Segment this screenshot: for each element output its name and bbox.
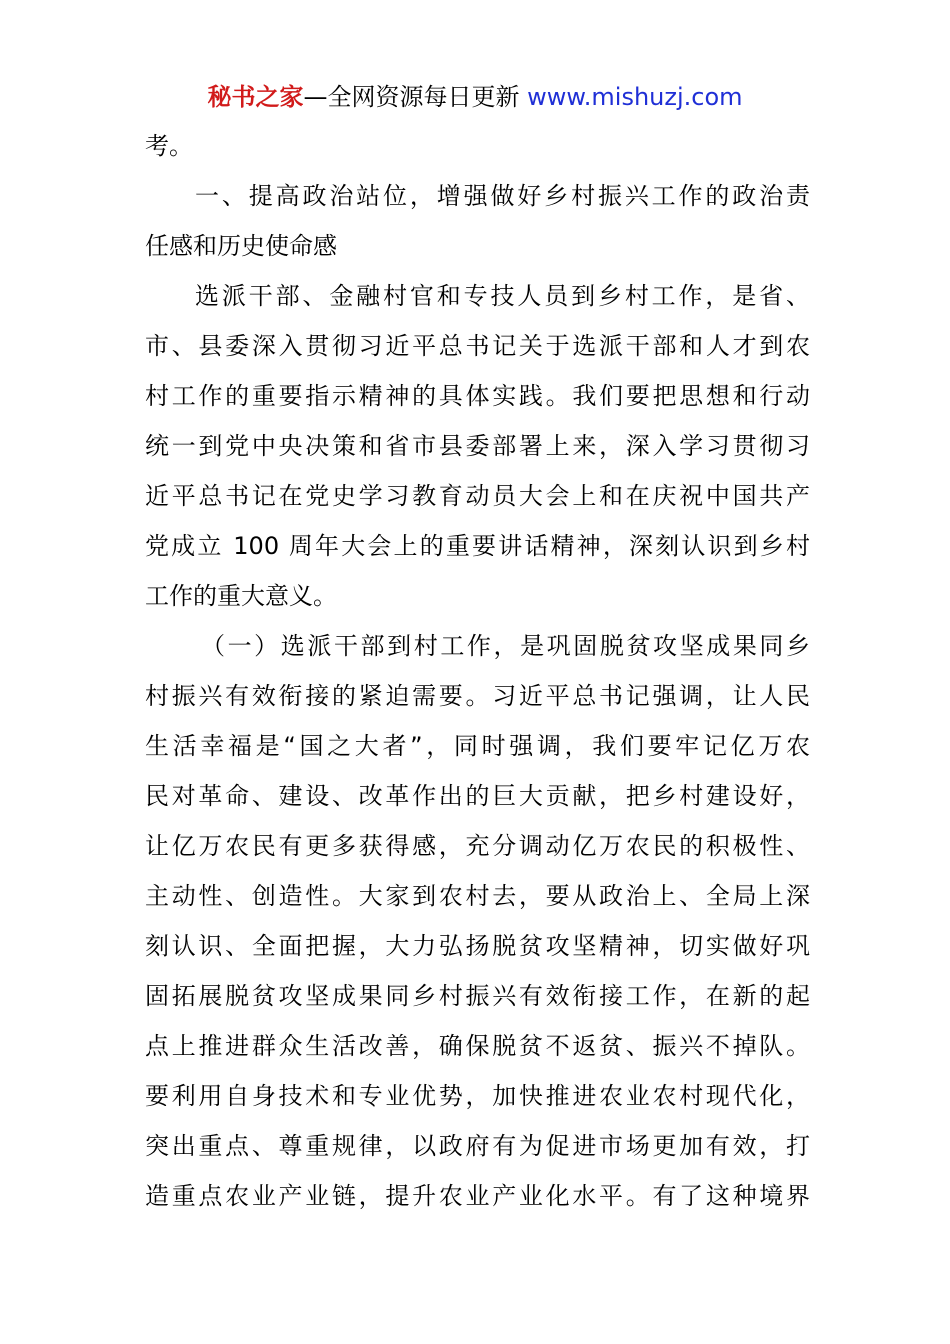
text-line: 刻认识、全面把握，大力弘扬脱贫攻坚精神，切实做好巩	[145, 932, 810, 960]
site-url-link[interactable]: www.mishuzj.com	[527, 83, 743, 111]
text-line: 让亿万农民有更多获得感，充分调动亿万农民的积极性、	[145, 832, 810, 860]
text-line: 固拓展脱贫攻坚成果同乡村振兴有效衔接工作，在新的起	[145, 982, 810, 1010]
document-body	[145, 121, 810, 1221]
text-line: 考。	[145, 132, 193, 160]
site-header	[0, 80, 950, 114]
text-line: 村振兴有效衔接的紧迫需要。习近平总书记强调，让人民	[145, 682, 810, 710]
text-line: 村工作的重要指示精神的具体实践。我们要把思想和行动	[145, 382, 810, 410]
text-line: 工作的重大意义。	[145, 582, 337, 610]
brand-name: 秘书之家	[207, 83, 304, 111]
text-line: 市、县委深入贯彻习近平总书记关于选派干部和人才到农	[145, 332, 810, 360]
text-line: 主动性、创造性。大家到农村去，要从政治上、全局上深	[145, 882, 810, 910]
text-line: 突出重点、尊重规律，以政府有为促进市场更加有效，打	[145, 1132, 810, 1160]
text-line: 近平总书记在党史学习教育动员大会上和在庆祝中国共产	[145, 482, 810, 510]
text-line: 统一到党中央决策和省市县委部署上来，深入学习贯彻习	[145, 432, 810, 460]
text-line: 选派干部、金融村官和专技人员到乡村工作，是省、	[195, 282, 810, 310]
header-tagline: —全网资源每日更新	[303, 83, 528, 111]
text-line: 党成立 100 周年大会上的重要讲话精神，深刻认识到乡村	[145, 532, 810, 560]
section-heading-line: 任感和历史使命感	[145, 232, 337, 260]
text-line: 要利用自身技术和专业优势，加快推进农业农村现代化，	[145, 1082, 810, 1110]
text-line: 造重点农业产业链，提升农业产业化水平。有了这种境界	[145, 1182, 810, 1210]
text-line: 民对革命、建设、改革作出的巨大贡献，把乡村建设好，	[145, 782, 810, 810]
subsection-heading-line: （一）选派干部到村工作，是巩固脱贫攻坚成果同乡	[201, 632, 810, 660]
text-line: 点上推进群众生活改善，确保脱贫不返贫、振兴不掉队。	[145, 1032, 810, 1060]
section-heading-line: 一、提高政治站位，增强做好乡村振兴工作的政治责	[195, 182, 810, 210]
text-line: 生活幸福是“国之大者”，同时强调，我们要牢记亿万农	[145, 732, 810, 760]
